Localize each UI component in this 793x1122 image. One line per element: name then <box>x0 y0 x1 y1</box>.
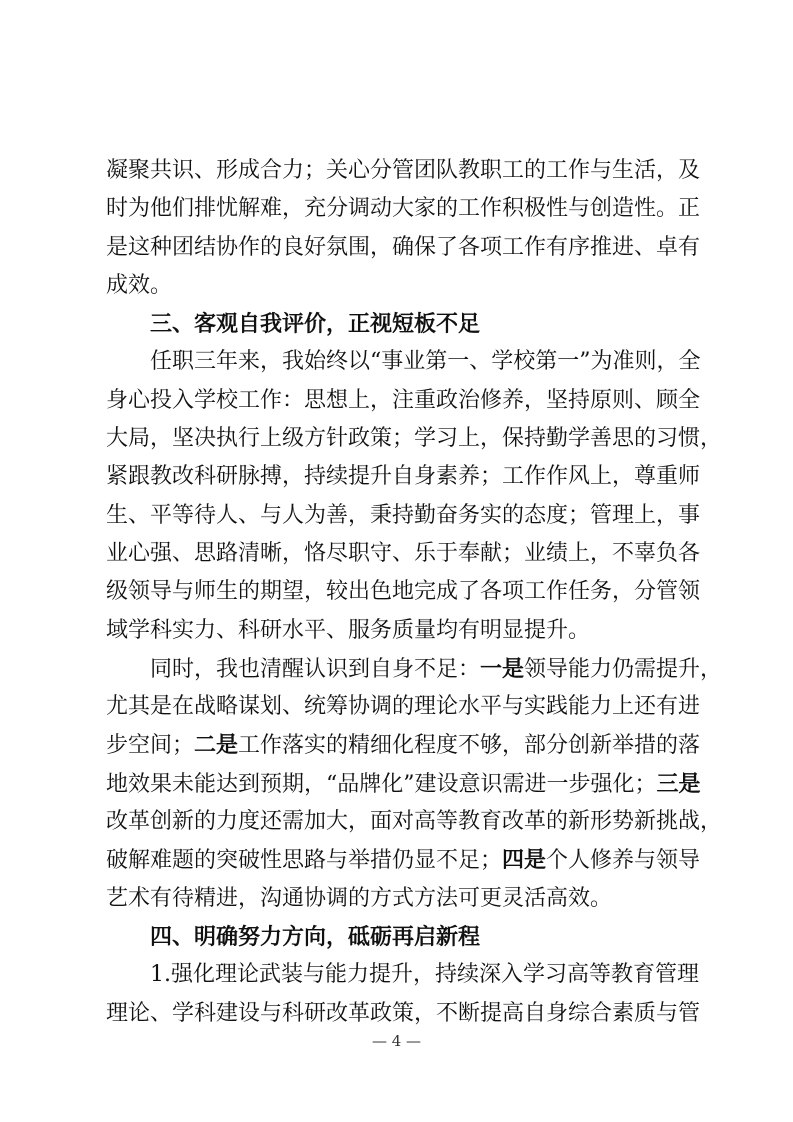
emphasis-label: 四是 <box>502 847 547 874</box>
text-line <box>106 726 701 764</box>
page-number: — 4 — <box>371 1032 422 1050</box>
emphasis-label: 三是 <box>656 770 701 797</box>
text-segment: 个人修养与领导 <box>546 848 701 874</box>
text-line <box>106 765 701 803</box>
text-line: 业心强、思路清晰，恪尽职守、乐于奉献；业绩上，不辜负各 <box>106 540 701 566</box>
text-line <box>106 650 723 688</box>
document-body <box>106 152 723 1033</box>
text-line: 改革创新的力度还需加大，面对高等教育改革的新形势新挑战， <box>106 809 723 835</box>
text-segment: 工作落实的精细化程度不够，部分创新举措的落 <box>238 733 701 759</box>
text-line <box>106 841 701 879</box>
text-line: 凝聚共识、形成合力；关心分管团队教职工的工作与生活，及 <box>106 158 701 183</box>
text-line: 艺术有待精进，沟通协调的方式方法可更灵活高效。 <box>106 885 613 911</box>
text-segment: 地效果未能达到预期，“品牌化”建设意识需进一步强化； <box>106 771 657 797</box>
text-line: 是这种团结协作的良好氛围，确保了各项工作有序推进、卓有 <box>106 234 701 260</box>
section-heading-3: 三、客观自我评价，正视短板不足 <box>150 311 481 338</box>
emphasis-label: 一是 <box>480 655 525 682</box>
text-segment: 同时，我也清醒认识到自身不足： <box>150 656 481 682</box>
text-line: 紧跟教改科研脉搏，持续提升自身素养；工作作风上，尊重师 <box>106 464 701 490</box>
text-segment: 步空间； <box>106 733 195 759</box>
text-segment: 领导能力仍需提升， <box>524 656 723 682</box>
text-line: 1.强化理论武装与能力提升，持续深入学习高等教育管理 <box>150 962 699 988</box>
text-line: 身心投入学校工作：思想上，注重政治修养，坚持原则、顾全 <box>106 387 701 413</box>
text-line: 尤其是在战略谋划、统筹协调的理论水平与实践能力上还有进 <box>106 694 701 720</box>
text-segment: 破解难题的突破性思路与举措仍显不足； <box>106 848 503 874</box>
text-line: 时为他们排忧解难，充分调动大家的工作积极性与创造性。正 <box>106 196 701 222</box>
text-line: 理论、学科建设与科研改革政策，不断提高自身综合素质与管 <box>106 1000 701 1026</box>
text-line: 生、平等待人、与人为善，秉持勤奋务实的态度；管理上，事 <box>106 502 701 528</box>
text-line: 任职三年来，我始终以“事业第一、学校第一”为准则，全 <box>150 349 701 375</box>
emphasis-label: 二是 <box>194 732 239 759</box>
text-line: 大局，坚决执行上级方针政策；学习上，保持勤学善思的习惯， <box>106 426 723 452</box>
text-line: 级领导与师生的期望，较出色地完成了各项工作任务，分管领 <box>106 579 701 605</box>
section-heading-4: 四、明确努力方向，砥砺再启新程 <box>150 923 481 950</box>
text-line: 成效。 <box>106 272 173 298</box>
text-line: 域学科实力、科研水平、服务质量均有明显提升。 <box>106 617 591 643</box>
